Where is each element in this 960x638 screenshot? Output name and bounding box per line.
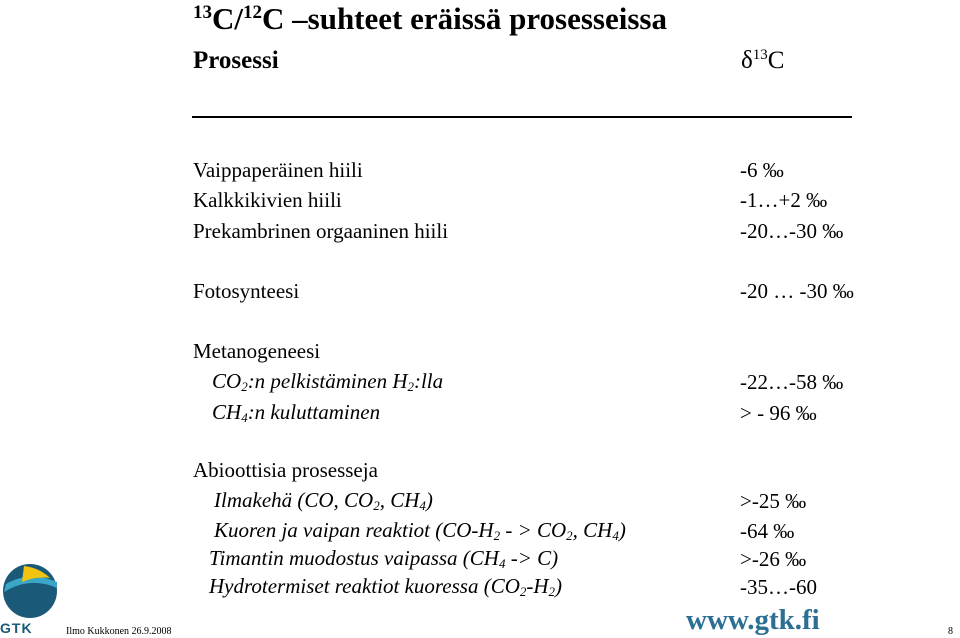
row-label-hydrothermal: Hydrotermiset reaktiot kuoressa $(CO_2-H_2)$	[209, 574, 563, 599]
row-value-co2-reduction: -22…-58 ‰	[740, 370, 844, 394]
page-number: 8	[948, 626, 953, 637]
gtk-logo-text: GTK	[0, 620, 33, 636]
row-value-hydrothermal: -35…-60	[740, 575, 817, 599]
row-value-precambrian: -20…-30 ‰	[740, 219, 844, 243]
row-label-limestone-carbon: Kalkkikivien hiili	[193, 188, 342, 212]
row-value-photosynthesis: -20 … -30 ‰	[740, 279, 854, 303]
row-label-ch4-consumption: $CH_4:n$ kuluttaminen	[212, 400, 381, 425]
row-label-mantle-carbon: Vaippaperäinen hiili	[193, 158, 363, 182]
column-header-process: Prosessi	[193, 47, 279, 74]
section-abiotic: Abioottisia prosesseja	[193, 458, 378, 482]
row-value-mantle-carbon: -6 ‰	[740, 158, 784, 182]
header-rule	[192, 116, 852, 118]
column-header-delta: $\delta^{13}C$	[741, 47, 785, 74]
row-label-crust-mantle: Kuoren ja vaipan reaktiot ($CO-H_2$ - > $CO_2$, $CH_4$)	[214, 518, 626, 543]
row-value-limestone-carbon: -1…+2 ‰	[740, 188, 828, 212]
page-title: $^{13}$C/$^{12}$C –suhteet eräissä prosesseissa	[193, 1, 667, 36]
row-label-co2-reduction: $CO_2:n$ pelkistäminen $H_2:lla$	[212, 369, 444, 394]
row-value-crust-mantle: -64 ‰	[740, 519, 795, 543]
row-value-ch4-consumption: > - 96 ‰	[740, 401, 817, 425]
row-value-diamond: >-26 ‰	[740, 547, 807, 571]
footer-url[interactable]: www.gtk.fi	[686, 604, 820, 636]
row-label-photosynthesis: Fotosynteesi	[193, 279, 300, 303]
row-label-atmosphere: Ilmakehä (CO, $CO_2$, $CH_4$)	[214, 488, 433, 513]
section-methanogenesis: Metanogeneesi	[193, 339, 321, 363]
row-value-atmosphere: >-25 ‰	[740, 489, 807, 513]
row-label-diamond: Timantin muodostus vaipassa $(CH_4 -> C)$	[209, 546, 559, 571]
footer-author: Ilmo Kukkonen 26.9.2008	[66, 626, 172, 637]
row-label-precambrian: Prekambrinen orgaaninen hiili	[193, 219, 449, 243]
